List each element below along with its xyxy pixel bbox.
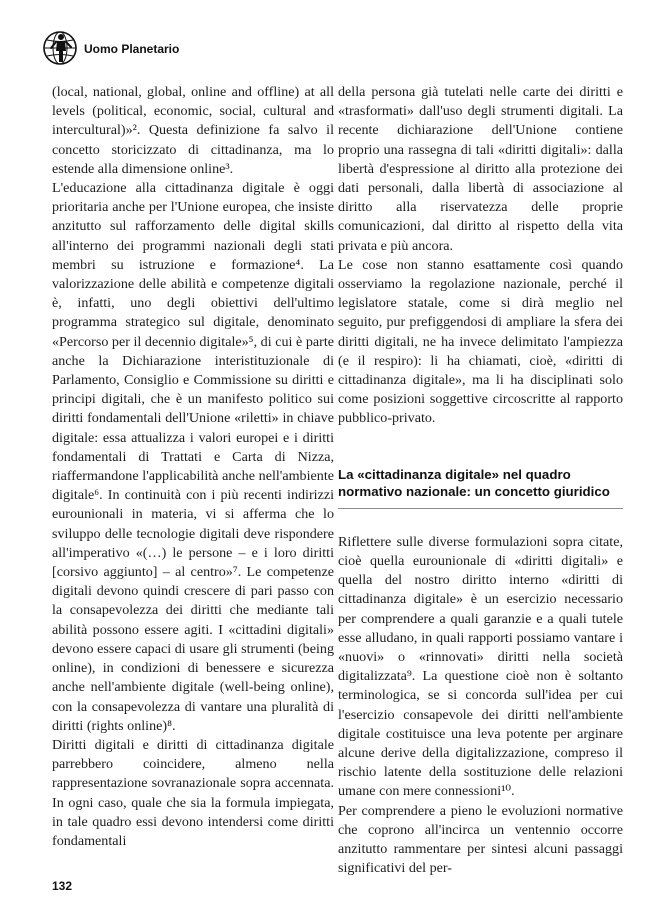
section-heading: La «cittadinanza digitale» nel quadro normativo nazionale: un concetto giuridico [338, 466, 610, 500]
paragraph: L'educazione alla cittadinanza digitale è oggi prioritaria anche per l'Unione europea, che insiste anzitutto sul rafforzamento delle digital skills all'interno dei programmi nazionali degli stati membri su istruzione e formazione⁴. La valorizzazione delle abilità e competenze digitali è, infatti, uno degli obiettivi dell'ultimo programma strategico sul digitale, denominato «Percorso per il decennio digitale»⁵, di cui è parte anche la Dichiarazione interistituzionale di Parlamento, Consiglio e Commissione su diritti e principi digitali, che è un manifesto politico sui diritti fondamentali dell'Unione «riletti» in chiave digitale: essa attualizza i valori europei e i diritti fondamentali di Trattati e Carta di Nizza, riaffermandone l'applicabilità anche nell'ambiente digitale⁶. In continuità con i più recenti indirizzi eurounionali in materia, vi si afferma che lo sviluppo delle tecnologie digitali deve rispondere all'imperativo «(…) le persone – e i loro diritti [corsivo aggiunto] – al centro»⁷. Le competenze digitali devono quindi crescere di pari passo con la consapevolezza dei diritti che mediante tali abilità possono essere agiti. I «cittadini digitali» devono essere capaci di usare gli strumenti (being online), in condizioni di benessere e sicurezza anche nell'ambiente digitale (well-being online), con la consapevolezza di vantare una pluralità di diritti (rights online)⁸. [52, 180, 334, 734]
heading-divider [338, 508, 623, 509]
paragraph: della persona già tutelati nelle carte dei diritti e «trasformati» dall'uso degli strumenti digitali. La recente dichiarazione dell'Unione contiene proprio una rassegna di tali «diritti digitali»: dalla libertà d'espressione al diritto alla protezione dei dati personali, dalla libertà di associazione al diritto alla riservatezza delle proprie comunicazioni, dal diritto al rispetto della vita privata e più ancora. [338, 84, 623, 254]
paragraph: (local, national, global, online and offline) at all levels (political, economic, social, cultural and intercultural)»². Questa definizione fa salvo il concetto storicizzato di cittadinanza, ma lo estende alla dimensione online³. [52, 84, 334, 177]
paragraph: Le cose non stanno esattamente così quando osserviamo la regolazione nazionale, perché il legislatore statale, come si dirà meglio nel seguito, pur prefiggendosi di ampliare la sfera dei diritti digitali, ne ha invece delimitato l'ampiezza (e il respiro): li ha chiamati, cioè, «diritti di cittadinanza digitale», ma li ha disciplinati solo come posizioni soggettive circoscritte al rapporto pubblico-privato. [338, 256, 623, 427]
globe-figure-icon [42, 30, 78, 66]
page-number: 132 [52, 879, 73, 893]
right-column [338, 83, 623, 879]
paragraph: Per comprendere a pieno le evoluzioni normative che coprono all'incirca un ventennio occorre anzitutto rammentare per sintesi alcuni passaggi significativi del per- [338, 802, 623, 877]
paragraph: Diritti digitali e diritti di cittadinanza digitale parrebbero coincidere, almeno nella rappresentazione sovranazionale sopra accennata. In ogni caso, quale che sia la formula impiegata, in tale quadro essi devono intendersi come diritti fondamentali [52, 736, 334, 849]
paragraph: Riflettere sulle diverse formulazioni sopra citate, cioè quella eurounionale di «diritti digitali» e quella del nostro diritto interno «diritti di cittadinanza digitale» è un esercizio necessario per comprendere a quali garanzie e a quali tutele esse alludano, in quali rapporti possiamo vantare i «nuovi» o «rinnovati» diritti nella società digitalizzata⁹. La questione cioè non è soltanto terminologica, se si concorda sull'idea per cui l'esercizio consapevole dei diritti nell'ambiente digitale costituisce una leva potente per arginare alcune derive della digitalizzazione, compreso il rischio latente della sostituzione delle relazioni umane con mere connessioni¹⁰. [338, 533, 623, 800]
left-column [52, 83, 334, 851]
header-title: Uomo Planetario [84, 42, 180, 56]
